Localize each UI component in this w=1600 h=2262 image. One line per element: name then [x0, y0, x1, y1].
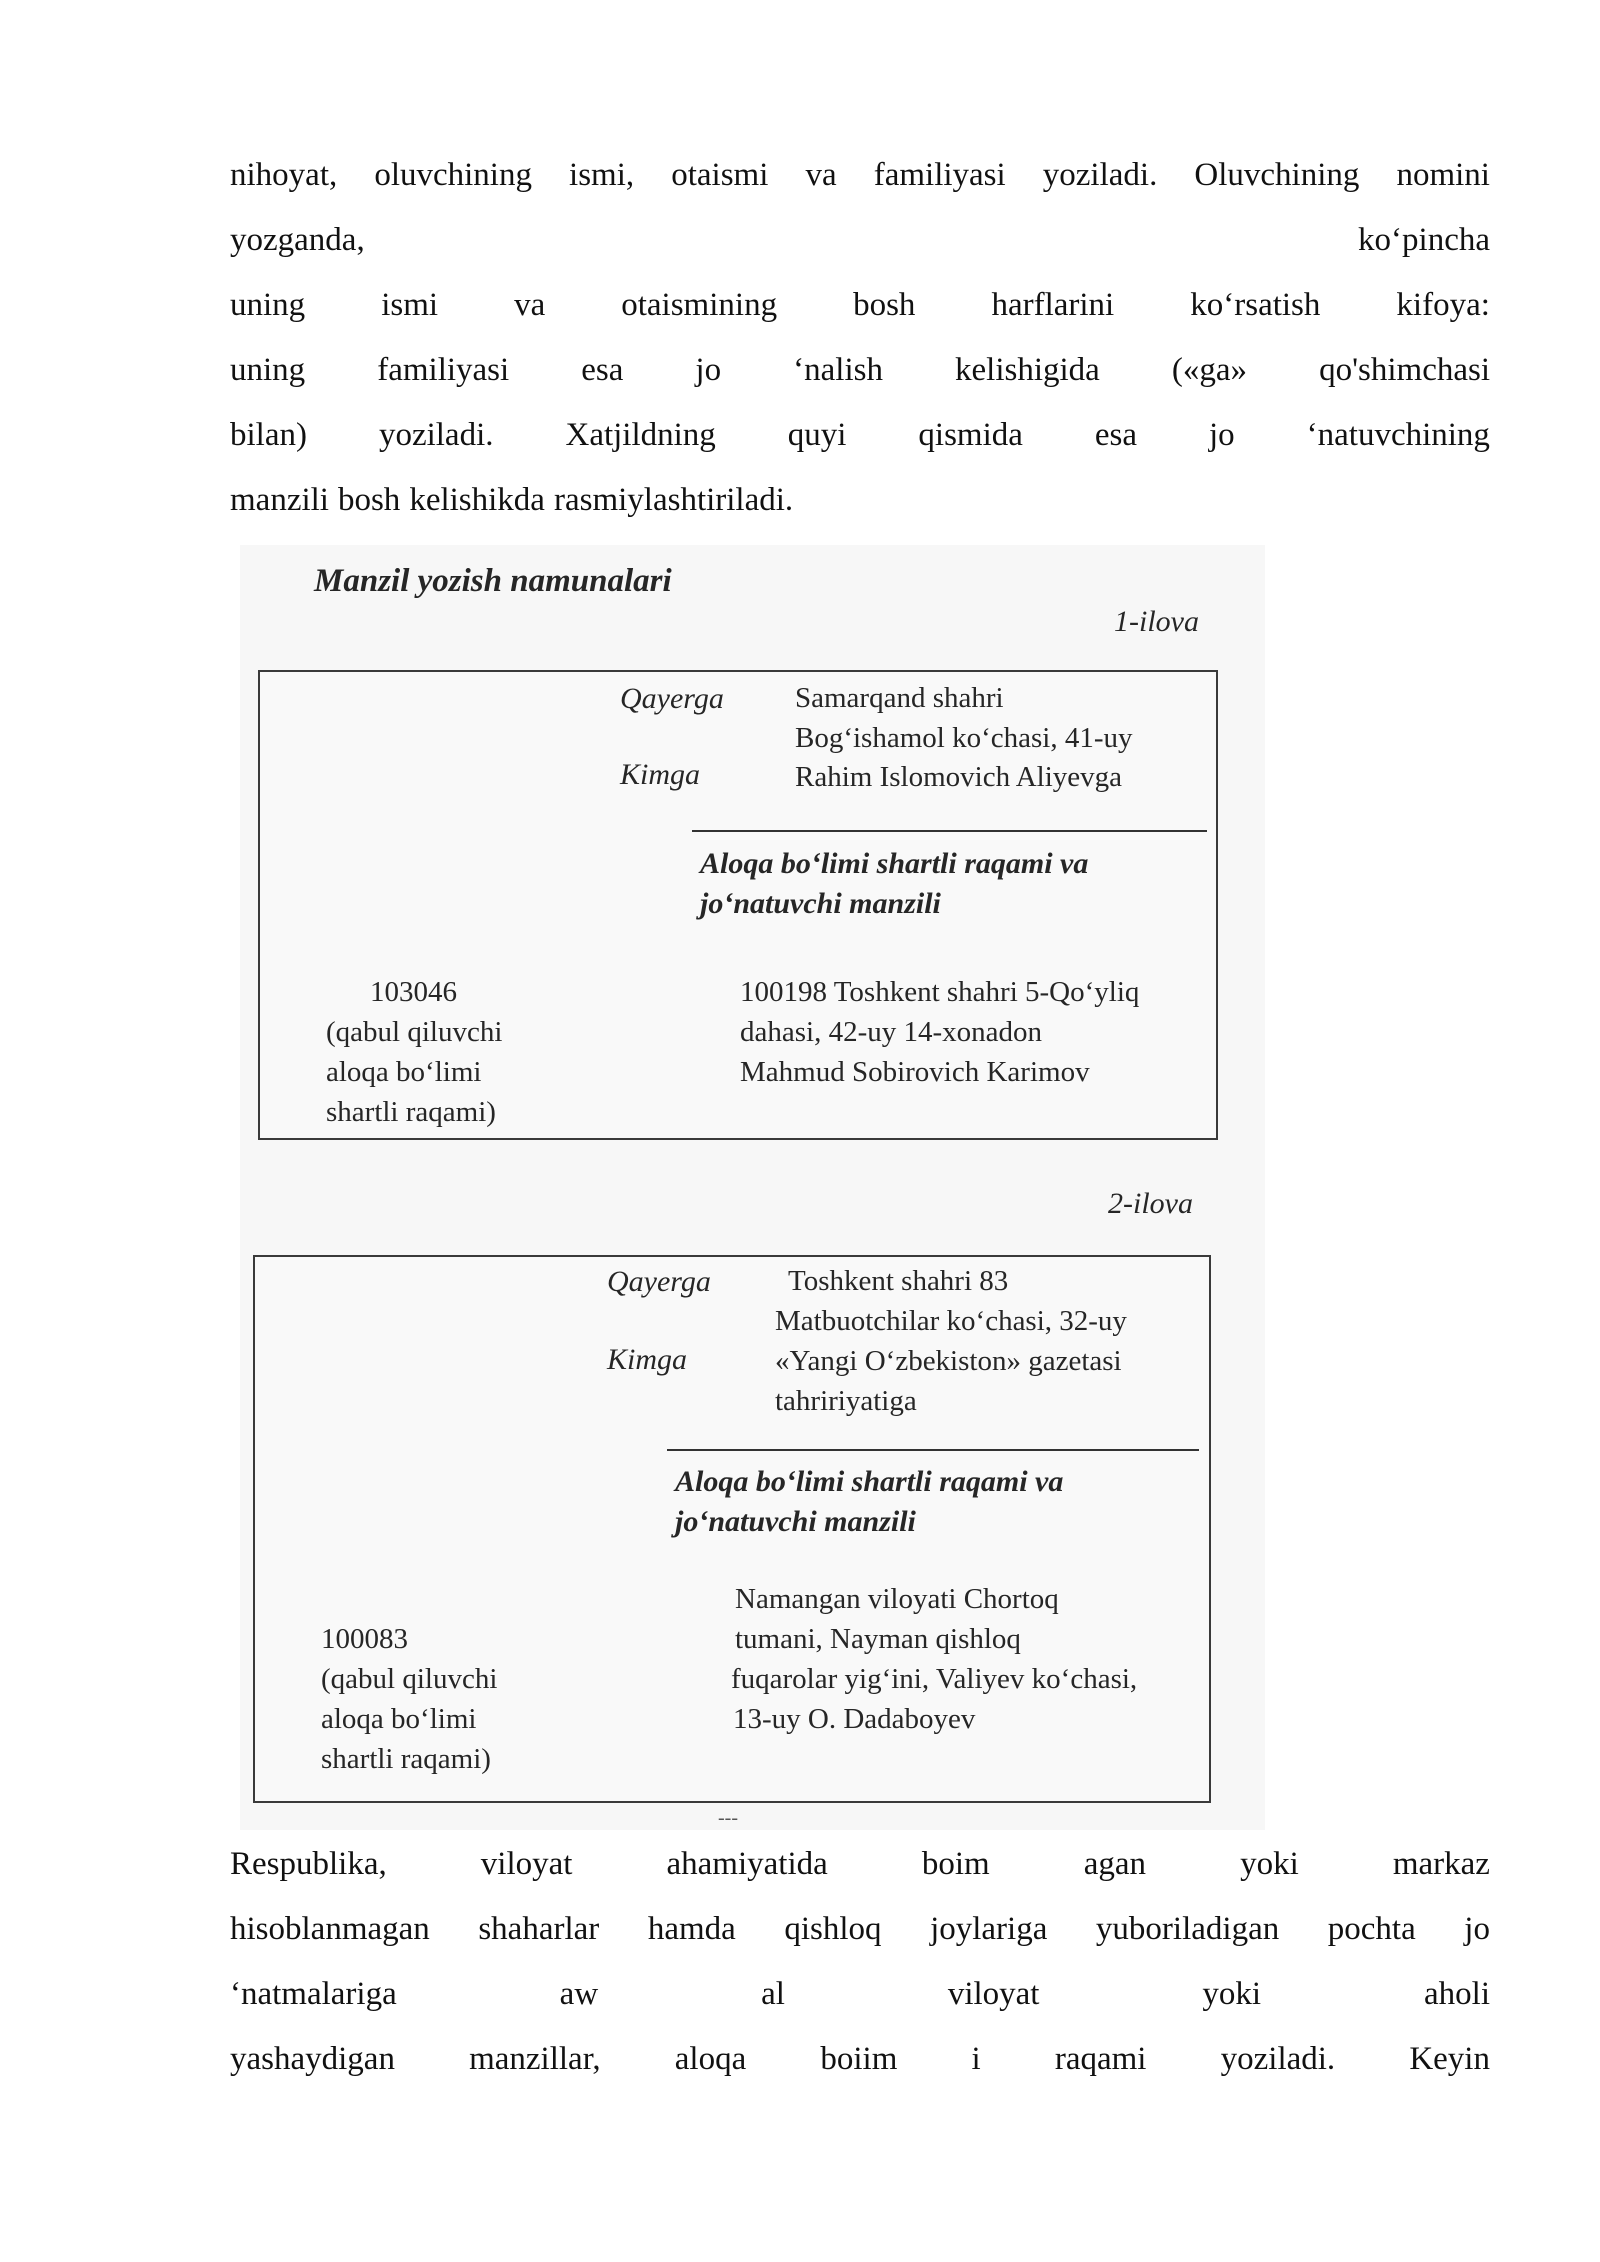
- word: Respublika,: [230, 1846, 387, 1882]
- word: pochta: [1327, 1911, 1416, 1947]
- word: yoziladi.: [1220, 2041, 1336, 2077]
- word: yashaydigan: [230, 2041, 395, 2077]
- word: familiyasi: [873, 157, 1006, 193]
- sender-address: Namangan viloyati Chortoq: [735, 1583, 1059, 1615]
- postal-code: 100083: [321, 1623, 408, 1655]
- text-line: [230, 2027, 1490, 2092]
- sender-heading: jo‘natuvchi manzili: [700, 887, 941, 920]
- word: jo: [1464, 1911, 1490, 1947]
- divider-line: [692, 830, 1207, 832]
- word: va: [514, 287, 546, 323]
- word: qishloq: [784, 1911, 882, 1947]
- word: uning: [230, 287, 306, 323]
- sender-address: 100198 Toshkent shahri 5-Qo‘yliq: [740, 976, 1140, 1008]
- postal-note: aloqa bo‘limi: [321, 1703, 477, 1735]
- postal-code: 103046: [370, 976, 457, 1008]
- word: yoziladi.: [1042, 157, 1158, 193]
- postal-note: aloqa bo‘limi: [326, 1056, 482, 1088]
- word: Keyin: [1409, 2041, 1490, 2077]
- text-line: [230, 208, 1490, 273]
- word: kelishigida: [955, 352, 1100, 388]
- whom-label: Kimga: [620, 758, 701, 791]
- word: aw: [559, 1976, 599, 2012]
- word: va: [805, 157, 837, 193]
- word: yoki: [1202, 1976, 1262, 2012]
- sender-address: Mahmud Sobirovich Karimov: [740, 1056, 1090, 1088]
- sender-address: fuqarolar yig‘ini, Valiyev ko‘chasi,: [731, 1663, 1138, 1695]
- word: ‘natmalariga: [230, 1976, 397, 2012]
- where-line: Toshkent shahri 83: [788, 1265, 1009, 1297]
- word: yozganda,: [230, 222, 365, 258]
- word: nihoyat,: [230, 157, 338, 193]
- whom-line: «Yangi O‘zbekiston» gazetasi: [775, 1345, 1122, 1377]
- postal-note: shartli raqami): [326, 1096, 496, 1128]
- word: quyi: [787, 417, 847, 453]
- word: otaismi: [671, 157, 769, 193]
- text-line: [230, 1832, 1490, 1897]
- word: ismi,: [569, 157, 635, 193]
- word: ‘nalish: [793, 352, 883, 388]
- whom-line: tahririyatiga: [775, 1385, 917, 1417]
- where-line: Samarqand shahri: [795, 682, 1004, 714]
- word: boiim: [820, 2041, 898, 2077]
- postal-note: shartli raqami): [321, 1743, 491, 1775]
- word: i: [971, 2041, 981, 2077]
- word: kelishikda: [409, 482, 545, 518]
- sender-heading: jo‘natuvchi manzili: [675, 1505, 916, 1538]
- word: viloyat: [480, 1846, 573, 1882]
- word: rasmiylashtiriladi.: [553, 482, 794, 518]
- word: ko‘rsatish: [1190, 287, 1321, 323]
- divider-line: [667, 1449, 1199, 1451]
- scanned-figure: [240, 545, 1265, 1830]
- word: bosh: [337, 482, 401, 518]
- word: aholi: [1424, 1976, 1490, 2012]
- word: Oluvchining: [1194, 157, 1360, 193]
- word: yoziladi.: [378, 417, 494, 453]
- whom-value: Rahim Islomovich Aliyevga: [795, 761, 1123, 793]
- word: raqami: [1054, 2041, 1147, 2077]
- word: ahamiyatida: [666, 1846, 828, 1882]
- sender-address: tumani, Nayman qishloq: [735, 1623, 1021, 1655]
- text-line: [230, 1962, 1490, 2027]
- word: markaz: [1392, 1846, 1490, 1882]
- word: yuboriladigan: [1095, 1911, 1280, 1947]
- paragraph-top: [230, 143, 1490, 533]
- text-line: [230, 143, 1490, 208]
- whom-label: Kimga: [607, 1343, 688, 1376]
- ilova-label: 1-ilova: [1114, 605, 1199, 638]
- envelope-example-2: [253, 1255, 1211, 1803]
- text-line: [230, 273, 1490, 338]
- envelope-example-1: [258, 670, 1218, 1140]
- where-line: Matbuotchilar ko‘chasi, 32-uy: [775, 1305, 1127, 1337]
- sender-heading: Aloqa bo‘limi shartli raqami va: [675, 1465, 1064, 1498]
- figure-heading: Manzil yozish namunalari: [314, 563, 672, 599]
- word: bilan): [230, 417, 307, 453]
- word: boim: [921, 1846, 990, 1882]
- word: viloyat: [947, 1976, 1040, 2012]
- word: ko‘pincha: [1358, 222, 1490, 258]
- paragraph-bottom: [230, 1832, 1490, 2092]
- where-line: Bog‘ishamol ko‘chasi, 41-uy: [795, 722, 1133, 754]
- word: («ga»: [1171, 352, 1248, 388]
- word: yoki: [1240, 1846, 1299, 1882]
- word: hisoblanmagan: [230, 1911, 430, 1947]
- word: nomini: [1396, 157, 1490, 193]
- word: hamda: [647, 1911, 736, 1947]
- word: bosh: [853, 287, 916, 323]
- word: qismida: [918, 417, 1023, 453]
- word: aloqa: [674, 2041, 747, 2077]
- where-label: Qayerga: [620, 682, 724, 715]
- word: uning: [230, 352, 306, 388]
- word: kifoya:: [1396, 287, 1490, 323]
- sender-heading: Aloqa bo‘limi shartli raqami va: [700, 847, 1089, 880]
- ilova-label: 2-ilova: [1108, 1187, 1193, 1220]
- word: al: [761, 1976, 785, 2012]
- word: ‘natuvchining: [1306, 417, 1490, 453]
- sender-address: dahasi, 42-uy 14-xonadon: [740, 1016, 1043, 1048]
- word: familiyasi: [377, 352, 510, 388]
- word: esa: [581, 352, 624, 388]
- text-line: [230, 468, 1490, 533]
- word: shaharlar: [478, 1911, 600, 1947]
- word: Xatjildning: [565, 417, 716, 453]
- word: agan: [1083, 1846, 1147, 1882]
- word: joylariga: [930, 1911, 1048, 1947]
- postal-note: (qabul qiluvchi: [321, 1663, 498, 1695]
- word: manzillar,: [469, 2041, 601, 2077]
- word: qo'shimchasi: [1319, 352, 1490, 388]
- scan-artifact: ---: [718, 1807, 738, 1829]
- sender-address: 13-uy O. Dadaboyev: [733, 1703, 976, 1735]
- word: manzili: [230, 482, 329, 518]
- word: oluvchining: [374, 157, 532, 193]
- where-label: Qayerga: [607, 1265, 711, 1298]
- word: ismi: [381, 287, 439, 323]
- text-line: [230, 338, 1490, 403]
- word: jo: [1209, 417, 1235, 453]
- word: otaismining: [621, 287, 778, 323]
- text-line: [230, 403, 1490, 468]
- word: jo: [695, 352, 722, 388]
- postal-note: (qabul qiluvchi: [326, 1016, 503, 1048]
- word: esa: [1094, 417, 1138, 453]
- word: harflarini: [991, 287, 1115, 323]
- text-line: [230, 1897, 1490, 1962]
